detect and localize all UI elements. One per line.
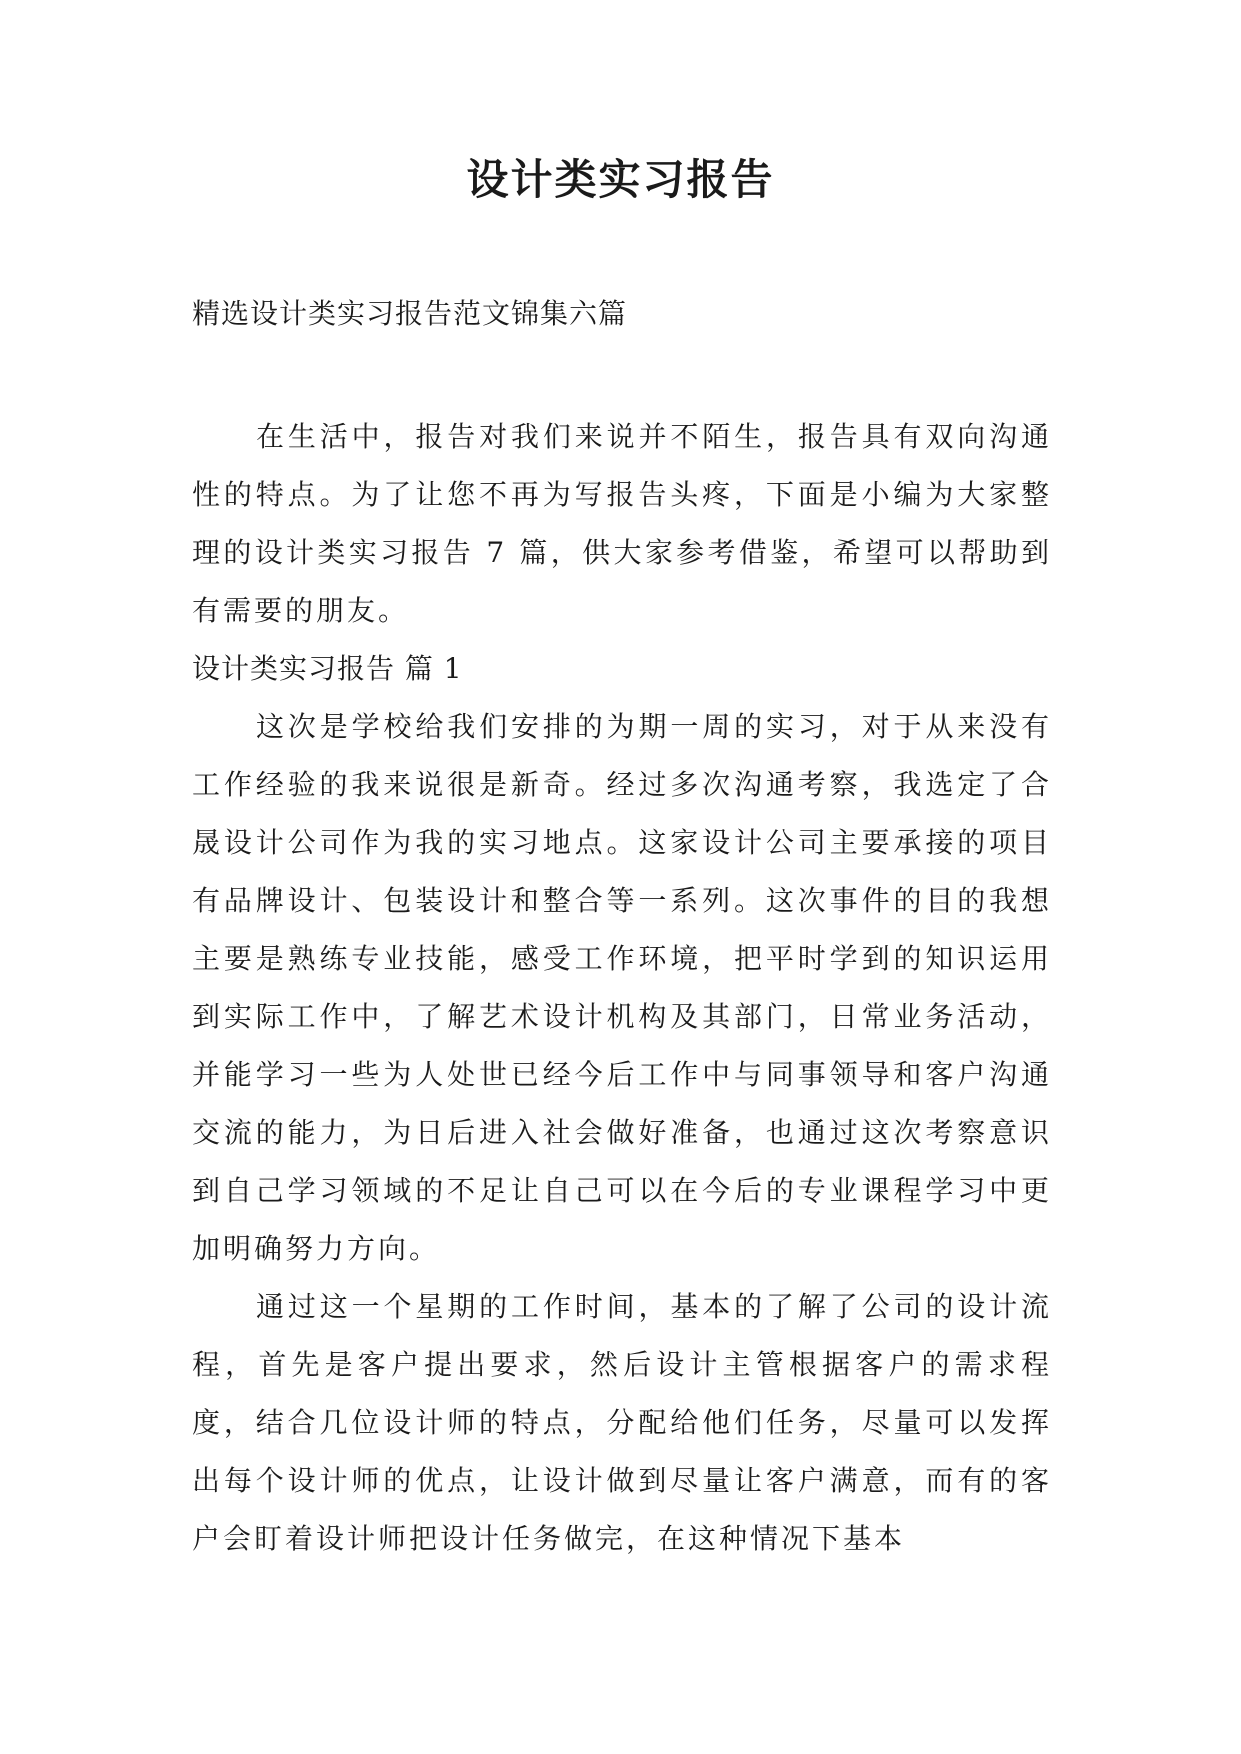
document-subtitle: 精选设计类实习报告范文锦集六篇	[192, 297, 628, 330]
document-body	[192, 408, 1052, 1568]
body-paragraph-2: 通过这一个星期的工作时间，基本的了解了公司的设计流程，首先是客户提出要求，然后设计主管根据客户的需求程度，结合几位设计师的特点，分配给他们任务，尽量可以发挥出每个设计师的优点，让设计做到尽量让客户满意，而有的客户会盯着设计师把设计任务做完，在这种情况下基本	[192, 1290, 1052, 1555]
section-heading: 设计类实习报告 篇 1	[192, 652, 463, 685]
intro-paragraph: 在生活中，报告对我们来说并不陌生，报告具有双向沟通性的特点。为了让您不再为写报告头疼，下面是小编为大家整理的设计类实习报告 7 篇，供大家参考借鉴，希望可以帮助到有需要的朋友。	[192, 420, 1052, 627]
document-title: 设计类实习报告	[466, 155, 775, 204]
body-paragraph-1: 这次是学校给我们安排的为期一周的实习，对于从来没有工作经验的我来说很是新奇。经过多次沟通考察，我选定了合晟设计公司作为我的实习地点。这家设计公司主要承接的项目有品牌设计、包装设计和整合等一系列。这次事件的目的我想主要是熟练专业技能，感受工作环境，把平时学到的知识运用到实际工作中，了解艺术设计机构及其部门，日常业务活动，并能学习一些为人处世已经今后工作中与同事领导和客户沟通交流的能力，为日后进入社会做好准备，也通过这次考察意识到自己学习领域的不足让自己可以在今后的专业课程学习中更加明确努力方向。	[192, 710, 1052, 1265]
